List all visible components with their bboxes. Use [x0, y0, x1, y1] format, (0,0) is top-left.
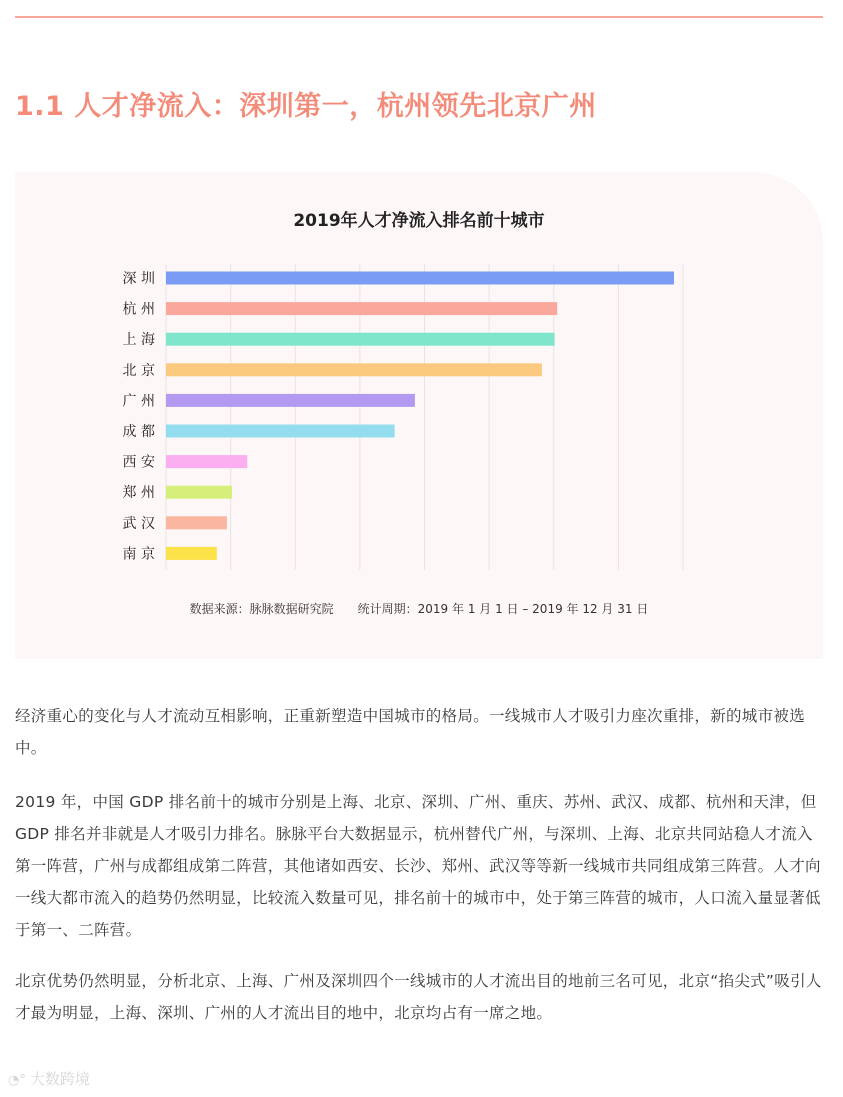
- paragraph-3: 北京优势仍然明显，分析北京、上海、广州及深圳四个一线城市的人才流出目的地前三名可见，北京“掐尖式”吸引人才最为明显，上海、深圳、广州的人才流出目的地中，北京均占有一席之地。: [15, 972, 822, 1022]
- category-label: 北 京: [122, 362, 155, 379]
- bar: [166, 547, 217, 560]
- chart-category-labels: [123, 271, 155, 562]
- bar: [166, 425, 395, 438]
- chart-title: 2019年人才净流入排名前十城市: [293, 211, 545, 231]
- category-label: 武 汉: [122, 515, 155, 532]
- paragraph-2: 2019 年，中国 GDP 排名前十的城市分别是上海、北京、深圳、广州、重庆、苏州、武汉、成都、杭州和天津，但 GDP 排名并非就是人才吸引力排名。脉脉平台大数据显示，杭州替代广州，与深圳、上海、北京共同站稳人才流入第一阵营，广州与成都组成第二阵营，其他诸如西安、长沙、郑州、武汉等等新一线城市共同组成第三阵营。人才向一线大都市流入的趋势仍然明显，比较流入数量可见，排名前十的城市中，处于第三阵营的城市，人口流入量显著低于第一、二阵营。: [15, 793, 821, 939]
- category-label: 成 都: [122, 424, 155, 440]
- category-label: 广 州: [122, 393, 155, 410]
- bar-chart: [15, 172, 823, 659]
- category-label: 郑 州: [122, 485, 155, 502]
- section-title: 1.1 人才净流入：深圳第一，杭州领先北京广州: [15, 91, 597, 122]
- bar: [166, 302, 557, 315]
- category-label: 西 安: [122, 454, 155, 471]
- paragraph-1: 经济重心的变化与人才流动互相影响，正重新塑造中国城市的格局。一线城市人才吸引力座次重排，新的城市被选中。: [15, 707, 806, 757]
- category-label: 深 圳: [122, 271, 155, 287]
- watermark-text: 大数跨境: [29, 1070, 90, 1088]
- bar: [166, 272, 674, 285]
- category-label: 上 海: [122, 332, 155, 349]
- bar: [166, 486, 232, 499]
- bar: [166, 363, 542, 376]
- bar: [166, 333, 555, 346]
- top-divider: [15, 16, 823, 18]
- bar: [166, 394, 415, 407]
- category-label: 南 京: [122, 546, 155, 563]
- bar: [166, 455, 247, 468]
- chart-bars: [166, 272, 674, 560]
- category-label: 杭 州: [122, 301, 155, 318]
- bar: [166, 516, 227, 529]
- watermark: [8, 1068, 90, 1089]
- chart-source-note: 数据来源：脉脉数据研究院 统计周期：2019 年 1 月 1 日 – 2019 年 12 月 31 日: [189, 602, 649, 616]
- logo-icon: ◔°: [8, 1073, 26, 1088]
- chart-card: [15, 172, 823, 659]
